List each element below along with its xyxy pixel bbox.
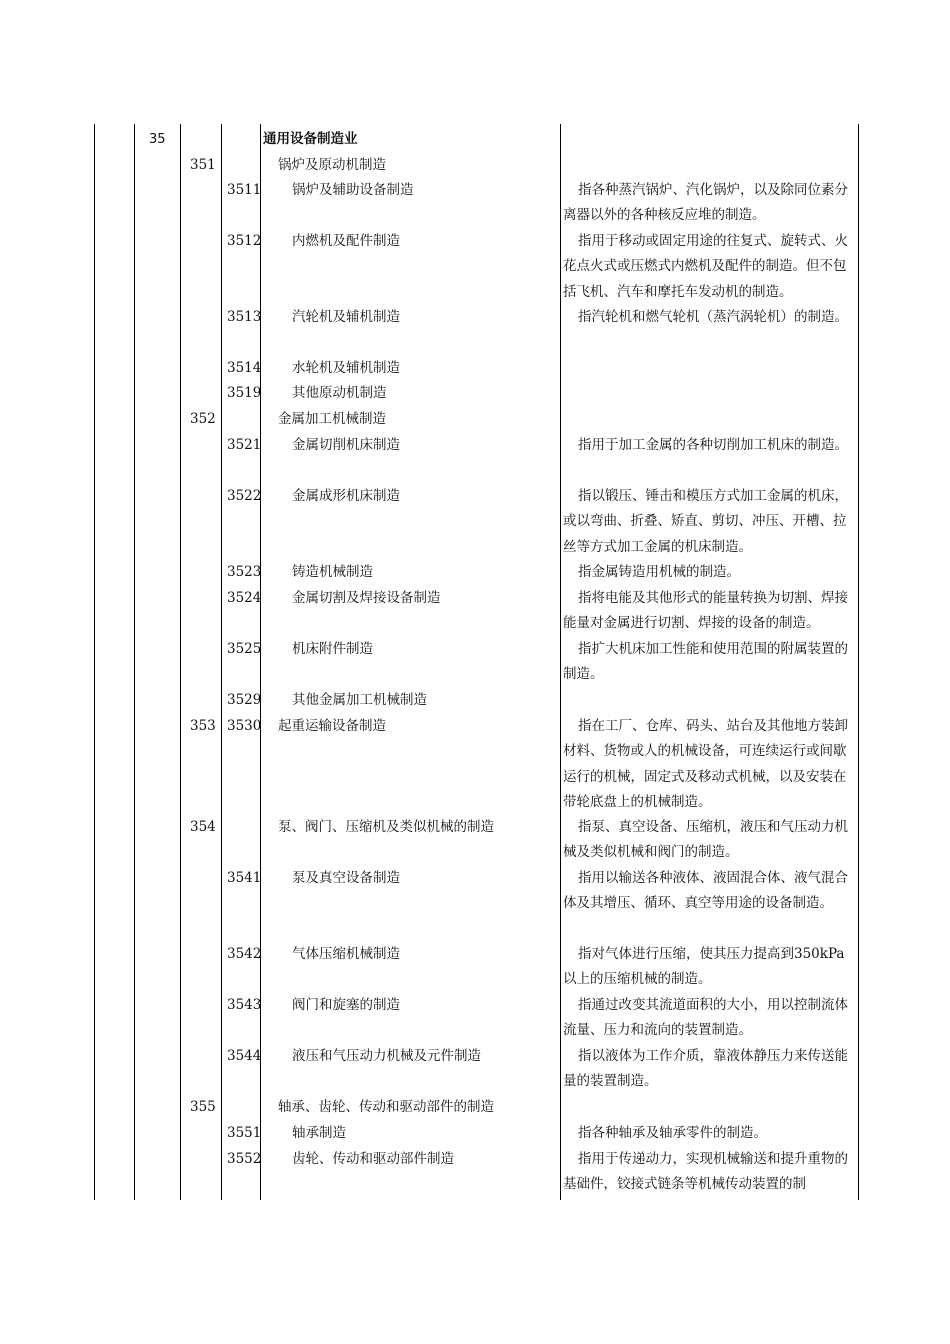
category-description: 指泵、真空设备、压缩机，液压和气压动力机械及类似机械和阀门的制造。 <box>563 819 848 861</box>
category-name: 起重运输设备制造 <box>278 718 386 734</box>
category-name: 阀门和旋塞的制造 <box>292 997 400 1013</box>
small-code: 3544 <box>227 1048 262 1064</box>
category-description: 指通过改变其流道面积的大小，用以控制流体流量、压力和流向的装置制造。 <box>563 997 848 1039</box>
major-code: 35 <box>149 132 166 147</box>
category-name: 轴承制造 <box>292 1125 346 1141</box>
mid-code: 353 <box>190 718 216 734</box>
category-description: 指各种蒸汽锅炉、汽化锅炉，以及除同位素分离器以外的各种核反应堆的制造。 <box>563 182 848 224</box>
small-code: 3513 <box>227 309 262 325</box>
mid-code: 351 <box>190 157 216 173</box>
small-code: 3524 <box>227 590 262 606</box>
column-divider-mid <box>180 124 181 1200</box>
table-border-left <box>94 124 95 1200</box>
category-description: 指金属铸造用机械的制造。 <box>578 564 740 580</box>
category-name: 其他金属加工机械制造 <box>292 692 427 708</box>
category-description: 指用于加工金属的各种切削加工机床的制造。 <box>578 437 848 453</box>
category-name: 轴承、齿轮、传动和驱动部件的制造 <box>278 1099 494 1115</box>
small-code: 3530 <box>227 718 262 734</box>
category-name: 金属成形机床制造 <box>292 488 400 504</box>
category-name: 内燃机及配件制造 <box>292 233 400 249</box>
category-name: 泵、阀门、压缩机及类似机械的制造 <box>278 819 494 835</box>
mid-code: 355 <box>190 1099 216 1115</box>
small-code: 3525 <box>227 641 262 657</box>
category-description: 指用于移动或固定用途的往复式、旋转式、火花点火式或压燃式内燃机及配件的制造。但不包括飞机、汽车和摩托车发动机的制造。 <box>563 233 848 300</box>
small-code: 3543 <box>227 997 262 1013</box>
category-description: 指各种轴承及轴承零件的制造。 <box>578 1125 767 1141</box>
small-code: 3542 <box>227 946 262 962</box>
category-name: 金属切削机床制造 <box>292 437 400 453</box>
category-name: 机床附件制造 <box>292 641 373 657</box>
column-divider-desc <box>560 124 561 1200</box>
category-name: 锅炉及辅助设备制造 <box>292 182 414 198</box>
category-description: 指以液体为工作介质，靠液体静压力来传送能量的装置制造。 <box>563 1048 848 1090</box>
small-code: 3552 <box>227 1151 262 1167</box>
category-description: 指对气体进行压缩，使其压力提高到350kPa以上的压缩机械的制造。 <box>563 946 845 988</box>
category-name: 液压和气压动力机械及元件制造 <box>292 1048 481 1064</box>
category-description: 指以锻压、锤击和模压方式加工金属的机床，或以弯曲、折叠、矫直、剪切、冲压、开槽、拉丝等方式加工金属的机床制造。 <box>563 488 848 555</box>
small-code: 3529 <box>227 692 262 708</box>
column-divider-small <box>221 124 222 1200</box>
small-code: 3522 <box>227 488 262 504</box>
category-name: 铸造机械制造 <box>292 564 373 580</box>
small-code: 3512 <box>227 233 262 249</box>
small-code: 3541 <box>227 870 262 886</box>
category-name: 汽轮机及辅机制造 <box>292 309 400 325</box>
category-name: 金属加工机械制造 <box>278 411 386 427</box>
category-description: 指在工厂、仓库、码头、站台及其他地方装卸材料、货物或人的机械设备，可连续运行或间歇运行的机械，固定式及移动式机械，以及安装在带轮底盘上的机械制造。 <box>563 718 848 810</box>
category-name: 水轮机及辅机制造 <box>292 360 400 376</box>
category-description: 指汽轮机和燃气轮机（蒸汽涡轮机）的制造。 <box>578 309 848 325</box>
small-code: 3514 <box>227 360 262 376</box>
category-name: 泵及真空设备制造 <box>292 870 400 886</box>
category-description: 指用以输送各种液体、液固混合体、液气混合体及其增压、循环、真空等用途的设备制造。 <box>563 870 848 912</box>
small-code: 3519 <box>227 385 262 401</box>
category-name: 锅炉及原动机制造 <box>278 157 386 173</box>
mid-code: 354 <box>190 819 216 835</box>
category-name: 气体压缩机械制造 <box>292 946 400 962</box>
category-name: 齿轮、传动和驱动部件制造 <box>292 1151 454 1167</box>
small-code: 3551 <box>227 1125 262 1141</box>
mid-code: 352 <box>190 411 216 427</box>
category-description: 指将电能及其他形式的能量转换为切割、焊接能量对金属进行切割、焊接的设备的制造。 <box>563 590 848 632</box>
category-name: 其他原动机制造 <box>292 385 387 401</box>
category-name: 金属切割及焊接设备制造 <box>292 590 441 606</box>
column-divider-major <box>134 124 135 1200</box>
small-code: 3511 <box>227 182 262 198</box>
small-code: 3521 <box>227 437 262 453</box>
category-name: 通用设备制造业 <box>263 131 358 147</box>
category-description: 指扩大机床加工性能和使用范围的附属装置的制造。 <box>563 641 848 683</box>
small-code: 3523 <box>227 564 262 580</box>
category-description: 指用于传递动力，实现机械输送和提升重物的基础件，铰接式链条等机械传动装置的制 <box>563 1151 848 1193</box>
table-border-right <box>858 124 859 1200</box>
